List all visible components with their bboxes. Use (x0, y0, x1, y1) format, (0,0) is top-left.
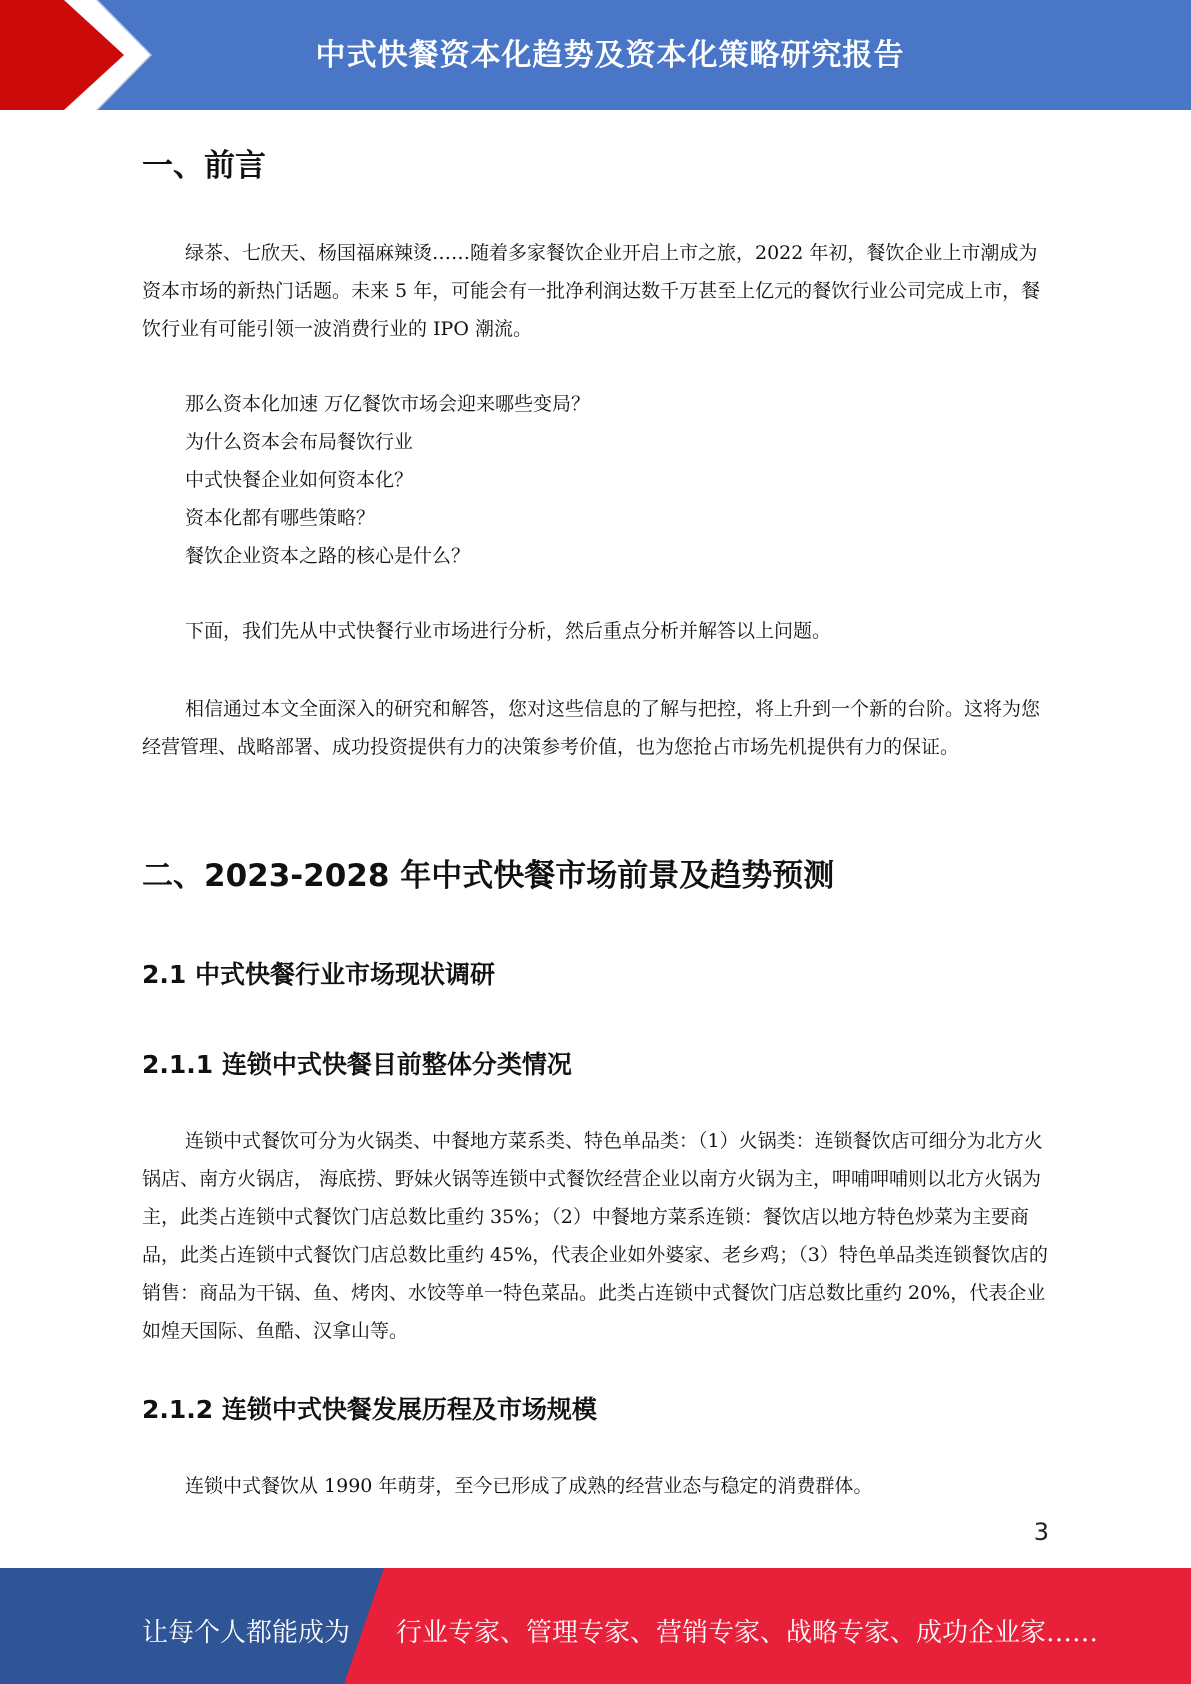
question-item: 餐饮企业资本之路的核心是什么？ (185, 545, 471, 567)
section-2-1-1-paragraph: 连锁中式餐饮可分为火锅类、中餐地方菜系类、特色单品类：（1）火锅类：连锁餐饮店可细分为北方火锅店、南方火锅店， 海底捞、野妹火锅等连锁中式餐饮经营企业以南方火锅为主，呷哺呷哺则以北方火锅为主，此类占连锁中式餐饮门店总数比重约 35%；（2）中餐地方菜系连锁：餐饮店以地方特色炒菜为主要商品，此类占连锁中式餐饮门店总数比重约 45%，代表企业如外婆家、老乡鸡；（3）特色单品类连锁餐饮店的销售：商品为干锅、鱼、烤肉、水饺等单一特色菜品。此类占连锁中式餐饮门店总数比重约 20%，代表企业如煌天国际、鱼酷、汉拿山等。 (142, 1130, 1048, 1342)
intro-paragraph-1: 绿茶、七欣天、杨国福麻辣烫……随着多家餐饮企业开启上市之旅，2022 年初，餐饮企业上市潮成为资本市场的新热门话题。未来 5 年，可能会有一批净利润达数千万甚至上亿元的餐饮行业公司完成上市，餐饮行业有可能引领一波消费行业的 IPO 潮流。 (142, 242, 1041, 340)
intro-paragraph-3: 相信通过本文全面深入的研究和解答，您对这些信息的了解与把控，将上升到一个新的台阶。这将为您经营管理、战略部署、成功投资提供有力的决策参考价值，也为您抢占市场先机提供有力的保证。 (142, 698, 1041, 758)
section-2-1-2-heading: 2.1.2 连锁中式快餐发展历程及市场规模 (142, 1395, 597, 1424)
footer-slogan-right: 行业专家、管理专家、营销专家、战略专家、成功企业家…… (396, 1618, 1099, 1648)
question-item: 那么资本化加速 万亿餐饮市场会迎来哪些变局？ (185, 393, 591, 415)
report-title: 中式快餐资本化趋势及资本化策略研究报告 (315, 38, 905, 73)
forecast-heading: 二、2023-2028 年中式快餐市场前景及趋势预测 (142, 858, 835, 894)
header-band (0, 0, 1191, 110)
intro-heading: 一、前言 (142, 148, 266, 184)
intro-paragraph-2: 下面，我们先从中式快餐行业市场进行分析，然后重点分析并解答以上问题。 (185, 620, 832, 642)
section-2-1-2-paragraph: 连锁中式餐饮从 1990 年萌芽，至今已形成了成熟的经营业态与稳定的消费群体。 (185, 1475, 873, 1497)
question-item: 中式快餐企业如何资本化？ (185, 469, 414, 491)
section-2-1-heading: 2.1 中式快餐行业市场现状调研 (142, 960, 495, 989)
footer-slogan-left: 让每个人都能成为 (142, 1618, 351, 1648)
question-list (185, 385, 590, 575)
page-number: 3 (1033, 1518, 1049, 1546)
question-item: 资本化都有哪些策略？ (185, 507, 376, 529)
question-item: 为什么资本会布局餐饮行业 (185, 431, 414, 453)
section-2-1-1-heading: 2.1.1 连锁中式快餐目前整体分类情况 (142, 1050, 572, 1079)
footer-band (0, 1568, 1191, 1684)
